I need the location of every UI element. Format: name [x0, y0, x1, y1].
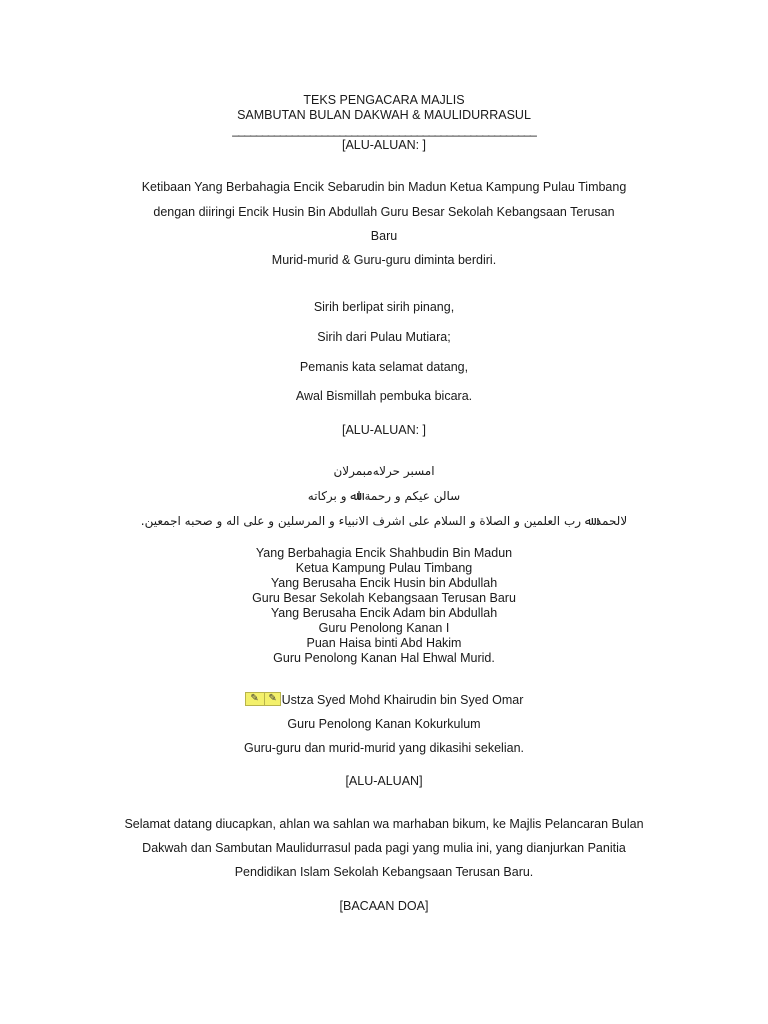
doc-subtitle: SAMBUTAN BULAN DAKWAH & MAULIDURRASUL	[237, 108, 531, 122]
ustaz-role: Guru Penolong Kanan Kokurkulum	[287, 717, 481, 731]
intro-line-3: Baru	[370, 229, 398, 243]
arabic-line-2: ﺳﺎﻟﻦ ﻋﻴﻜﻢ ﻭ ﺭﺣﻤﺔ ﺍﷲ ﻭ ﺑﺮﻛﺎﺗﻪ	[307, 489, 461, 503]
dignitary-line: Yang Berbahagia Encik Shahbudin Bin Madun	[255, 546, 513, 560]
ustaz-name-line	[0, 692, 768, 708]
dignitary-line: Ketua Kampung Pulau Timbang	[295, 561, 473, 575]
dignitary-line: Guru Penolong Kanan Hal Ehwal Murid.	[273, 651, 495, 665]
intro-line-4: Murid-murid & Guru-guru diminta berdiri.	[271, 253, 497, 267]
cue-bacaan-doa: [BACAAN DOA]	[339, 899, 429, 913]
dignitary-line: Guru Besar Sekolah Kebangsaan Terusan Baru	[252, 591, 516, 605]
intro-line-2: dengan diiringi Encik Husin Bin Abdullah Guru Besar Sekolah Kebangsaan Terusan	[153, 205, 615, 219]
ustaz-name: Ustza Syed Mohd Khairudin bin Syed Omar	[281, 693, 524, 707]
cue-alu-aluan-2: [ALU-ALUAN: ]	[341, 423, 427, 437]
doc-title: TEKS PENGACARA MAJLIS	[303, 93, 465, 107]
cue-alu-aluan-3: [ALU-ALUAN]	[345, 774, 423, 788]
audience-line: Guru-guru dan murid-murid yang dikasihi sekelian.	[244, 741, 524, 755]
pantun-line-2: Sirih dari Pulau Mutiara;	[317, 330, 451, 344]
welcome-line-2: Dakwah dan Sambutan Maulidurrasul pada pagi yang mulia ini, yang dianjurkan Panitia	[142, 841, 626, 855]
title-rule: ___________________________________________________	[232, 123, 536, 137]
pantun-line-3: Pemanis kata selamat datang,	[299, 360, 469, 374]
arabic-line-3: ﻻﻟﺤﻤﺪ ﷲ ﺭﺏ ﺍﻟﻌﻠﻤﻴﻦ ﻭ ﺍﻟﺼﻼﺓ ﻭ ﺍﻟﺴﻼﻡ ﻋﻠﻰ ﺍﺷﺮﻑ ﺍﻻﻧﺒﻴﺎﺀ ﻭ ﺍﻟﻤﺮﺳﻠﻴﻦ ﻭ ﻋﻠﻰ ﺍﻟﻪ ﻭ ﺻﺤﺒﻪ ﺍﺟﻤﻌﻴﻦ.	[140, 514, 628, 528]
intro-line-1: Ketibaan Yang Berbahagia Encik Sebarudin bin Madun Ketua Kampung Pulau Timbang	[141, 180, 627, 194]
arabic-line-1: ﺍﻣﺴﺒﺮ ﺣﺮﻻﻪﻣﺒﻤﺮﻻﻥ	[333, 464, 435, 478]
dignitary-line: Yang Berusaha Encik Adam bin Abdullah	[270, 606, 498, 620]
dignitary-line: Guru Penolong Kanan I	[318, 621, 450, 635]
pantun-line-1: Sirih berlipat sirih pinang,	[313, 300, 455, 314]
welcome-line-1: Selamat datang diucapkan, ahlan wa sahlan wa marhaban bikum, ke Majlis Pelancaran Bulan	[124, 817, 644, 831]
dignitary-line: Puan Haisa binti Abd Hakim	[306, 636, 462, 650]
dignitary-line: Yang Berusaha Encik Husin bin Abdullah	[270, 576, 498, 590]
embedded-object-icon[interactable]: ✎ ✎	[245, 692, 281, 706]
pantun-line-4: Awal Bismillah pembuka bicara.	[295, 389, 473, 403]
welcome-line-3: Pendidikan Islam Sekolah Kebangsaan Terusan Baru.	[234, 865, 534, 879]
cue-alu-aluan-1: [ALU-ALUAN: ]	[341, 138, 427, 152]
